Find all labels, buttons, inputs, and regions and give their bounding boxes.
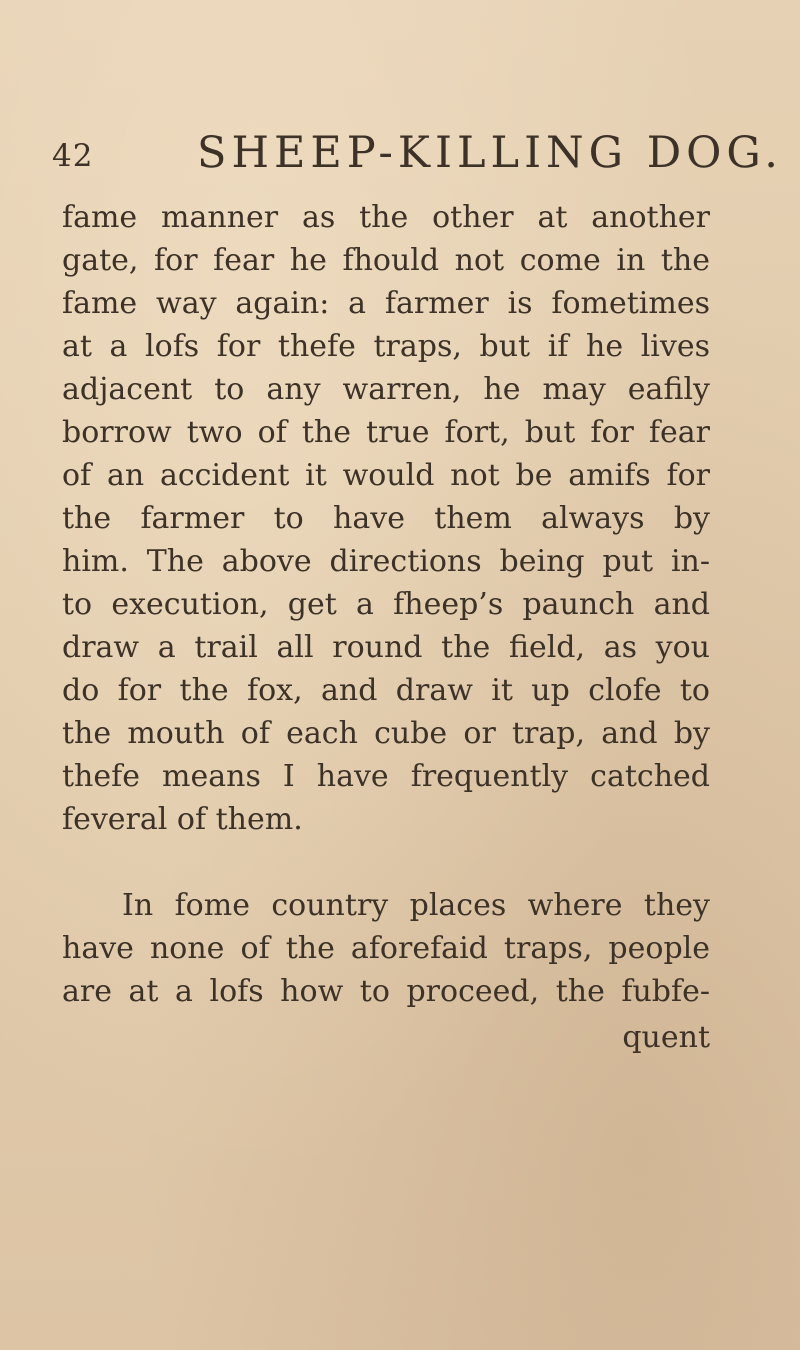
text-line: have none of the aforefaid traps, people — [62, 931, 710, 966]
text-line: feveral of them. — [62, 802, 303, 837]
text-line: adjacent to any warren, he may eafily — [62, 372, 710, 407]
running-head-title: SHEEP-KILLING DOG. — [197, 128, 783, 178]
text-line: fame way again: a farmer is fometimes — [62, 286, 710, 321]
text-line: In fome country places where they — [122, 888, 710, 923]
text-line: the farmer to have them always by — [62, 501, 710, 536]
text-line: do for the fox, and draw it up clofe to — [62, 673, 710, 708]
text-line: fame manner as the other at another — [62, 200, 710, 235]
text-line: to execution, get a fheep’s paunch and — [62, 587, 710, 622]
text-line: are at a lofs how to proceed, the fubfe- — [62, 974, 710, 1009]
text-line: borrow two of the true fort, but for fear — [62, 415, 710, 450]
text-line: at a lofs for thefe traps, but if he lives — [62, 329, 710, 364]
text-line: draw a trail all round the field, as you — [62, 630, 710, 665]
text-line: gate, for fear he fhould not come in the — [62, 243, 710, 278]
text-line: him. The above directions being put in- — [62, 544, 710, 579]
text-line: the mouth of each cube or trap, and by — [62, 716, 710, 751]
text-line: of an accident it would not be amifs for — [62, 458, 710, 493]
catchword: quent — [622, 1020, 710, 1055]
page-number: 42 — [52, 138, 94, 174]
text-line: thefe means I have frequently catched — [62, 759, 710, 794]
